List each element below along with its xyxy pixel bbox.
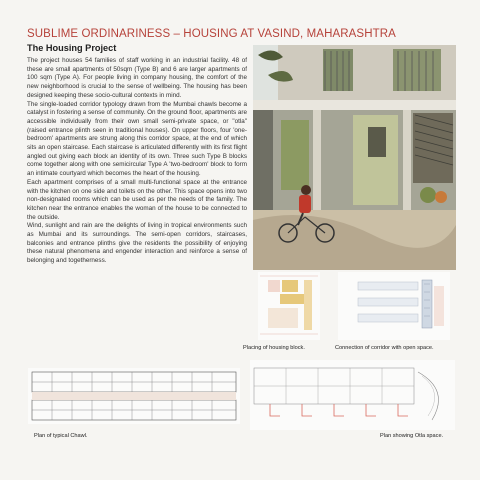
paragraph-3: Each apartment comprises of a small multi-functional space at the entrance with the kitchen on one side and toilets on the other. This space opens into two non-designated rooms which can be used as per the needs of the family. The kitchen near the entrance enables the woman of the house to be connected to the outside.: [27, 178, 247, 221]
placing-plan-illustration: [258, 272, 320, 340]
page-title: SUBLIME ORDINARINESS – HOUSING AT VASIND, MAHARASHTRA: [27, 28, 396, 40]
chawl-plan-illustration: [28, 368, 240, 424]
body-text: [27, 57, 247, 266]
chawl-plan-drawing: [28, 368, 240, 424]
otla-plan-drawing: [250, 360, 455, 430]
otla-plan-illustration: [250, 360, 455, 430]
corridor-plan-illustration: [338, 272, 450, 340]
section-subtitle: The Housing Project: [27, 43, 117, 53]
corridor-drawing: [338, 272, 450, 340]
paragraph-1: The project houses 54 families of staff working in an industrial facility. 48 of these are small apartments of 50sqm (Type B) and 6 are larger apartments of 100 sqm (Type A). For people living in company housing, the comfort of the new neighborhood is crucial to the sense of wellbeing. The housing has been designed keeping these socio-cultural contexts in mind.: [27, 57, 247, 99]
caption-placing: Placing of housing block.: [243, 345, 305, 351]
building-photo-illustration: [253, 45, 456, 270]
caption-typical: Plan of typical Chawl.: [34, 433, 88, 439]
caption-connection: Connection of corridor with open space.: [335, 345, 434, 351]
placing-drawing: [258, 272, 320, 340]
building-photo: [253, 45, 456, 270]
caption-otla: Plan showing Otla space.: [380, 433, 444, 439]
paragraph-2: The single-loaded corridor typology drawn from the Mumbai chawls become a catalyst in fostering a sense of community. On the ground floor, apartments are accessible individually from their own small semi-private space, or "otla" (raised entrance plinth seen in traditional houses). On upper floors, four 'one-bedroom' apartments are strung along this corridor space, at the end of which sits an open staircase. Each staircase is articulated differently with its first flight angled out giving each block an identity of its own. Three such Type B blocks come together along with one semicircular Type A 'two-bedroom' block to form an intimate courtyard which becomes the heart of the housing.: [27, 100, 247, 178]
paragraph-4: Wind, sunlight and rain are the delights of living in tropical environments such as Mumbai and its surroundings. The semi-open corridors, staircases, balconies and entrance plinths give the residents the possibility of enjoying these natural phenomena and engender interaction and reinforce a sense of belonging and togetherness.: [27, 222, 247, 265]
